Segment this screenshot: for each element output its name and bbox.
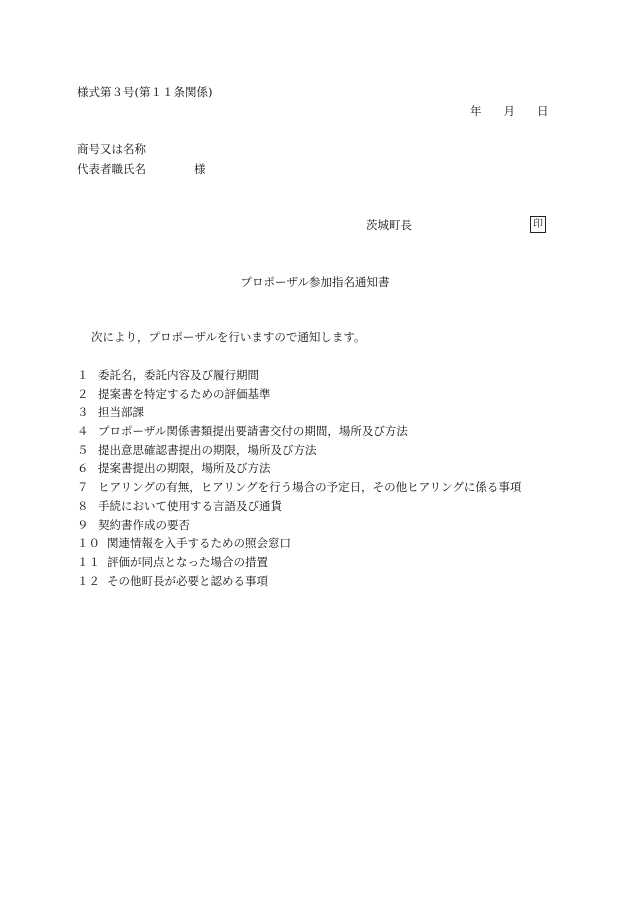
date-day-label: 日 <box>537 104 549 118</box>
item-number: ８ <box>77 498 89 513</box>
list-item <box>77 368 521 387</box>
intro-text: 次により，プロポーザルを行いますので通知します。 <box>91 330 366 344</box>
item-text: 関連情報を入手するための照会窓口 <box>107 536 291 551</box>
list-item <box>77 424 521 443</box>
item-text: ヒアリングの有無，ヒアリングを行う場合の予定日，その他ヒアリングに係る事項 <box>98 480 522 495</box>
item-text: 提案書を特定するための評価基準 <box>98 386 271 401</box>
item-text: 契約書作成の要否 <box>98 517 190 532</box>
list-item <box>77 461 521 480</box>
representative-label: 代表者職氏名 <box>77 162 146 176</box>
item-number: ５ <box>77 442 89 457</box>
date-line <box>470 104 549 118</box>
list-item <box>77 480 521 499</box>
item-number: ３ <box>77 405 89 420</box>
item-number: ４ <box>77 424 89 439</box>
seal-box: 印 <box>530 216 546 233</box>
item-number: ９ <box>77 517 89 532</box>
list-item <box>77 499 521 518</box>
date-month-label: 月 <box>503 104 515 118</box>
item-number: １１ <box>77 554 100 569</box>
item-text: 提案書提出の期限，場所及び方法 <box>98 461 271 476</box>
list-item <box>77 443 521 462</box>
date-year-label: 年 <box>470 104 482 118</box>
list-item <box>77 518 521 537</box>
item-number: １０ <box>77 536 100 551</box>
items-list <box>77 368 521 592</box>
list-item <box>77 536 521 555</box>
item-text: 担当部課 <box>98 405 144 420</box>
item-number: ７ <box>77 480 89 495</box>
item-number: ２ <box>77 386 89 401</box>
item-text: プロポーザル関係書類提出要請書交付の期間，場所及び方法 <box>98 424 408 439</box>
list-item <box>77 574 521 593</box>
item-number: ６ <box>77 461 89 476</box>
item-text: 提出意思確認書提出の期限，場所及び方法 <box>98 442 317 457</box>
list-item <box>77 405 521 424</box>
item-number: １２ <box>77 573 100 588</box>
sender-title: 茨城町長 <box>366 218 412 232</box>
item-number: １ <box>77 368 89 382</box>
honorific: 様 <box>194 162 206 176</box>
document-title: プロポーザル参加指名通知書 <box>240 275 390 289</box>
item-text: 評価が同点となった場合の措置 <box>107 554 268 569</box>
representative-row <box>77 162 206 176</box>
form-number: 様式第３号(第１１条関係) <box>77 85 213 99</box>
list-item <box>77 387 521 406</box>
item-text: その他町長が必要と認める事項 <box>107 573 268 588</box>
item-text: 委託名，委託内容及び履行期間 <box>98 368 259 382</box>
list-item <box>77 555 521 574</box>
item-text: 手続において使用する言語及び通貨 <box>98 498 282 513</box>
company-name-label: 商号又は名称 <box>77 142 146 156</box>
